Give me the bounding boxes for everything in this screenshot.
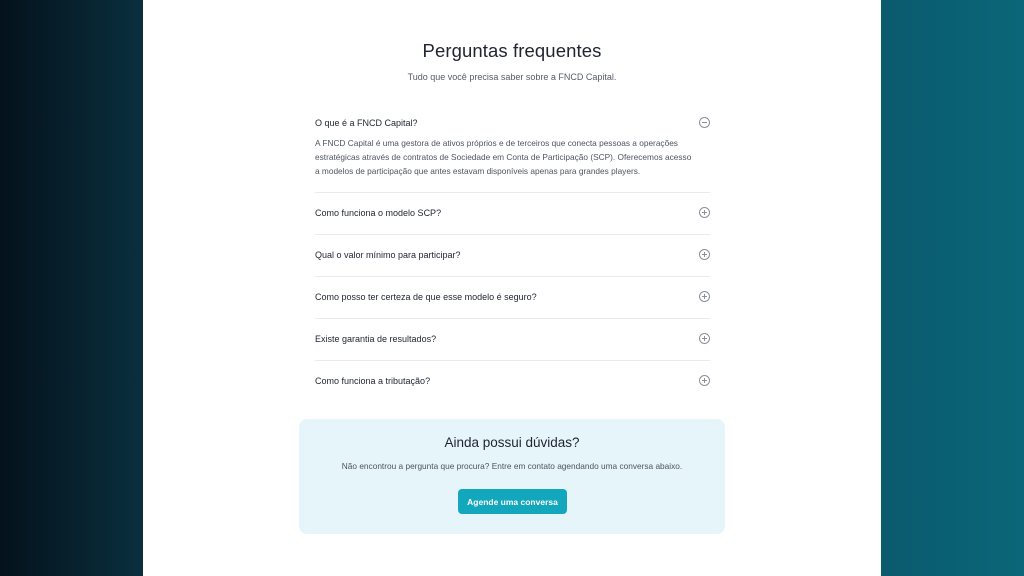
faq-page bbox=[143, 0, 881, 576]
faq-item bbox=[315, 235, 710, 277]
faq-item bbox=[315, 319, 710, 361]
faq-question: Existe garantia de resultados? bbox=[315, 333, 437, 344]
page-subtitle: Tudo que você precisa saber sobre a FNCD Capital. bbox=[407, 72, 617, 82]
faq-item bbox=[315, 103, 710, 193]
minus-circle-icon[interactable] bbox=[699, 117, 710, 128]
faq-question: Qual o valor mínimo para participar? bbox=[315, 249, 461, 260]
schedule-conversation-button[interactable]: Agende uma conversa bbox=[458, 489, 567, 514]
faq-item bbox=[315, 361, 710, 402]
faq-item bbox=[315, 193, 710, 235]
faq-question: Como posso ter certeza de que esse modelo é seguro? bbox=[315, 291, 537, 302]
cta-title: Ainda possui dúvidas? bbox=[444, 435, 580, 450]
plus-circle-icon[interactable] bbox=[699, 291, 710, 302]
plus-circle-icon[interactable] bbox=[699, 207, 710, 218]
plus-circle-icon[interactable] bbox=[699, 333, 710, 344]
faq-list bbox=[315, 103, 710, 402]
faq-question-row[interactable] bbox=[315, 319, 710, 360]
faq-question-row[interactable] bbox=[315, 235, 710, 276]
faq-answer: A FNCD Capital é uma gestora de ativos próprios e de terceiros que conecta pessoas a operações estratégicas através de contratos de Sociedade em Conta de Participação (SCP). Oferecemos acesso a modelos de participação que antes estavam disponíveis apenas para grandes players. bbox=[315, 138, 692, 177]
faq-item bbox=[315, 277, 710, 319]
plus-circle-icon[interactable] bbox=[699, 375, 710, 386]
faq-question-row[interactable] bbox=[315, 103, 710, 144]
page-title: Perguntas frequentes bbox=[422, 40, 602, 61]
faq-question: Como funciona a tributação? bbox=[315, 375, 431, 386]
contact-cta-box bbox=[299, 419, 725, 534]
faq-question-row[interactable] bbox=[315, 361, 710, 402]
cta-text: Não encontrou a pergunta que procura? Entre em contato agendando uma conversa abaixo. bbox=[341, 461, 683, 471]
faq-question: Como funciona o modelo SCP? bbox=[315, 207, 442, 218]
plus-circle-icon[interactable] bbox=[699, 249, 710, 260]
faq-question-row[interactable] bbox=[315, 193, 710, 234]
faq-question: O que é a FNCD Capital? bbox=[315, 118, 418, 128]
faq-question-row[interactable] bbox=[315, 277, 710, 318]
